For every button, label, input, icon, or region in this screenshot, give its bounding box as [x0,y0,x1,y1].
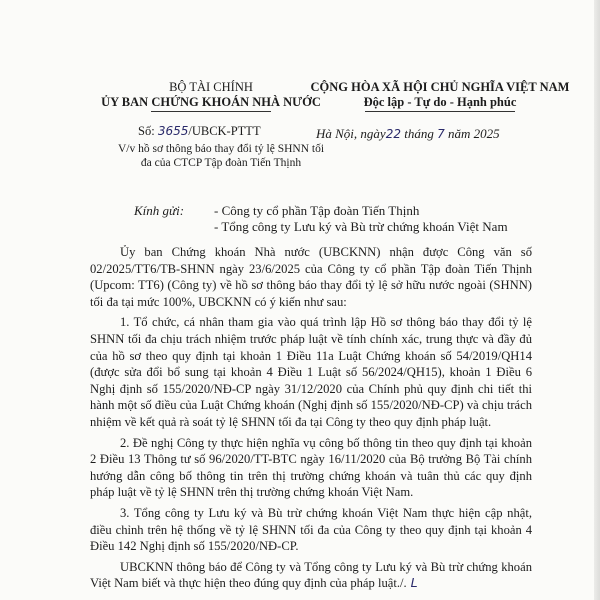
document-subject [96,142,346,170]
ministry-name: BỘ TÀI CHÍNH [169,80,253,94]
initial-mark: L [410,575,418,591]
issuer-header [96,80,326,112]
body-paragraph: 1. Tổ chức, cá nhân tham gia vào quá trình lập Hồ sơ thông báo thay đổi tỷ lệ SHNN tối đa chịu trách nhiệm trước pháp luật về tính chính xác, trung thực và đầy đủ của hồ sơ theo quy định tại khoản 1 Điều 11a Luật Chứng khoán số 54/2019/QH14 (được sửa đổi bổ sung tại khoản 4 Điều 1 Luật số 56/2024/QH15), khoản 1 Điều 6 Nghị định số 155/2020/NĐ-CP ngày 31/12/2020 của Chính phủ quy định chi tiết thi hành một số điều của Luật Chứng khoán (Nghị định số 155/2020/NĐ-CP) và chịu trách nhiệm về kết quả rà soát tỷ lệ SHNN tối đa tại Công ty theo quy định pháp luật. [90,315,532,429]
country-name: CỘNG HÒA XÃ HỘI CHỦ NGHĨA VIỆT NAM [310,80,570,94]
document-body [90,244,532,596]
place-prefix: Hà Nội, ngày [316,126,386,141]
body-paragraph: 2. Đề nghị Công ty thực hiện nghĩa vụ công bố thông tin theo quy định tại khoản 2 Điều 13 Thông tư số 96/2020/TT-BTC ngày 16/11/2020 của Bộ trưởng Bộ Tài chính hướng dẫn công bố thông tin trên thị trường chứng khoán và tuân thủ các quy định pháp luật về tỷ lệ SHNN trên thị trường chứng khoán Việt Nam. [90,435,532,500]
agency-underline [151,111,271,112]
document-number-suffix: /UBCK-PTTT [188,124,261,138]
date-month: 7 [437,127,445,141]
closing-text: UBCKNN thông báo để Công ty và Tổng công ty Lưu ký và Bù trừ chứng khoán Việt Nam biết và thực hiện theo đúng quy định của pháp luật./. [90,559,532,591]
motto-underline [365,111,515,112]
recipients-label: Kính gửi: [134,203,185,218]
recipients-list [214,203,508,235]
date-day: 22 [385,127,401,141]
subject-line-2: đa của CTCP Tập đoàn Tiến Thịnh [140,157,302,169]
document-number-prefix: Số: [138,124,155,138]
body-paragraph: Ủy ban Chứng khoán Nhà nước (UBCKNN) nhận được Công văn số 02/2025/TT6/TB-SHNN ngày 23/6/2025 của Công ty cổ phần Tập đoàn Tiến Thịnh (Upcom: TT6) (Công ty) về hồ sơ thông báo thay đổi tỷ lệ sở hữu nước ngoài (SHNN) tối đa tại mức 100%, UBCKNN có ý kiến như sau: [90,245,532,309]
national-motto: Độc lập - Tự do - Hạnh phúc [363,95,517,109]
subject-line-1: V/v hồ sơ thông báo thay đổi tỷ lệ SHNN tối [117,143,325,155]
month-prefix: tháng [404,126,434,141]
recipient-item: - Công ty cổ phần Tập đoàn Tiến Thịnh [214,203,420,218]
body-paragraph-closing [90,559,532,592]
national-header [300,80,580,112]
agency-name: ỦY BAN CHỨNG KHOÁN NHÀ NƯỚC [101,95,321,109]
place-and-date [316,126,500,142]
recipient-item: - Tổng công ty Lưu ký và Bù trừ chứng khoán Việt Nam [214,219,508,234]
date-year: năm 2025 [448,126,500,141]
document-number [138,124,261,139]
document-number-handwritten: 3655 [157,124,189,138]
body-paragraph: 3. Tổng công ty Lưu ký và Bù trừ chứng khoán Việt Nam thực hiện cập nhật, điều chỉnh trên hệ thống về tỷ lệ SHNN tối đa của Công ty theo quy định tại khoản 4 Điều 142 Nghị định số 155/2020/NĐ-CP. [90,505,532,554]
